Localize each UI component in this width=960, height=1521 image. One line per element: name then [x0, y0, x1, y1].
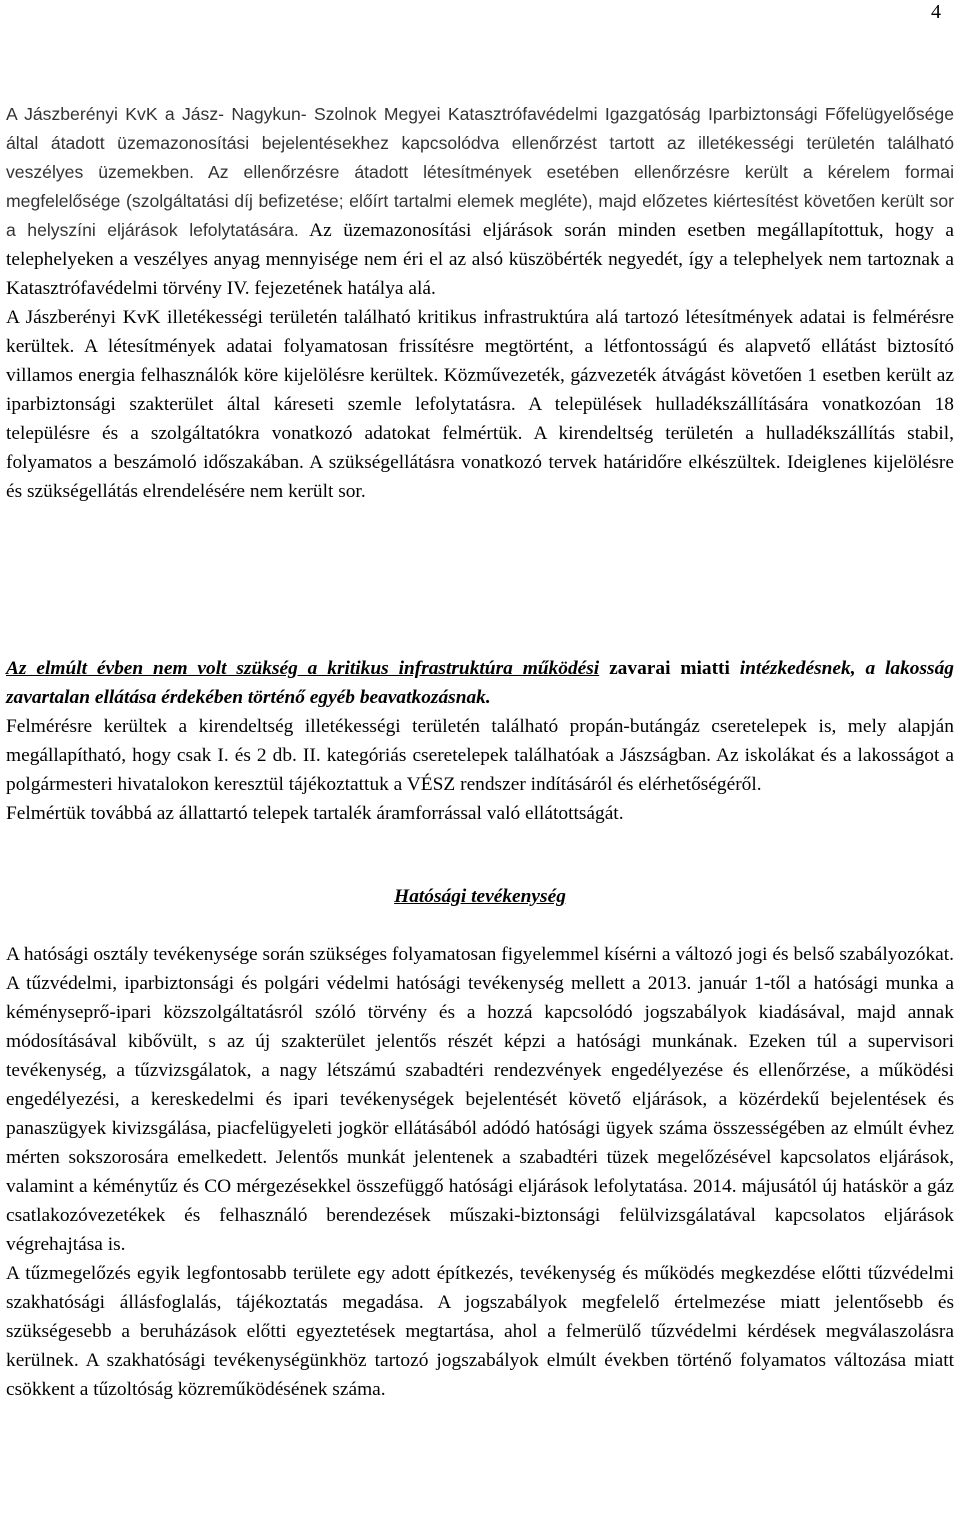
paragraph-livestock-farms: Felmértük továbbá az állattartó telepek tartalék áramforrással való ellátottságát.: [6, 803, 624, 824]
section-population-supply: [6, 654, 954, 828]
paragraph-critical-infrastructure: A Jászberényi KvK illetékességi területén található kritikus infrastruktúra alá tartozó létesítmények adatai is felmérésre kerültek. A létesítmények adatai folyamatosan frissítésre megtörtént, a létfontosságú és alapvető ellátást biztosító villamos energia felhasználók köre kijelölésre kerültek. Közművezeték, gázvezeték átvágást követően 1 esetben került az iparbiztonsági szakterület által káreseti szemle lefolytatásra. A települések hulladékszállítására vonatkozóan 18 településre és a szolgáltatókra vonatkozó adatokat felmértük. A kirendeltség területén a hulladékszállítás stabil, folyamatos a beszámoló időszakában. A szükségellátásra vonatkozó tervek határidőre elkészültek. Ideiglenes kijelölésre és szükségellátás elrendelésére nem került sor.: [6, 307, 954, 502]
heading-part-1: Az elmúlt évben nem volt szükség a kritikus infrastruktúra működési: [6, 658, 600, 679]
heading-part-3: intézkedésnek, a lakosság zavartalan ellátása érdekében történő egyéb beavatkozásnak.: [6, 658, 954, 708]
paragraph-plant-identification: [6, 100, 954, 303]
heading-part-2: zavarai miatti: [599, 658, 730, 679]
section-title: Hatósági tevékenység: [394, 886, 566, 907]
paragraph-intro-sans: A Jászberényi KvK a Jász- Nagykun- Szolnok Megyei Katasztrófavédelmi Igazgatóság Iparbiztonsági Főfelügyelősége által átadott üzemazonosítási bejelentésekhez kapcsolódva ellenőrzést tartott az illetékességi területén található veszélyes üzemekben. Az ellenőrzésre átadott létesítmények esetében ellenőrzésre került a kérelem formai megfelelősége (szolgáltatási díj befizetése; előírt tartalmi elemek megléte), majd előzetes kiértesítést követően került sor a helyszíni eljárások lefolytatására.: [6, 104, 954, 240]
paragraph-gas-exchange-sites: Felmérésre kerültek a kirendeltség illetékességi területén található propán-butángáz cseretelepek is, mely alapján megállapítható, hogy csak I. és 2 db. II. kategóriás cseretelepek találhatóak a Jászságban. Az iskolákat és a lakosságot a polgármesteri hivatalokon keresztül tájékoztattuk a VÉSZ rendszer indításáról és elérhetőségéről.: [6, 716, 954, 795]
paragraph-authority-work: A hatósági osztály tevékenysége során szükséges folyamatosan figyelemmel kísérni a változó jogi és belső szabályozókat. A tűzvédelmi, iparbiztonsági és polgári védelmi hatósági tevékenység mellett a 2013. január 1-től a hatósági munka a kéményseprő-ipari közszolgáltatásról szóló törvény és a hozzá kapcsolódó jogszabályok kiadásával, majd annak módosításával kibővült, s az új szakterület jelentős részét képzi a hatósági munkának. Ezeken túl a supervisori tevékenység, a tűzvizsgálatok, a nagy létszámú szabadtéri rendezvények engedélyezése és ellenőrzése, a működési engedélyezési, a kereskedelmi és ipari tevékenységek bejelentését követő eljárások, a közérdekű bejelentések és panaszügyek kivizsgálása, piacfelügyeleti jogkör ellátásából adódó hatósági ügyek száma összességében az elmúlt évhez mérten sokszorosára emelkedett. Jelentős munkát jelentenek a szabadtéri tüzek megelőzésével kapcsolatos eljárások, valamint a kéménytűz és CO mérgezésekkel összefüggő hatósági eljárások lefolytatása. 2014. májusától új hatáskör a gáz csatlakozóvezetékek és felhasználó berendezések műszaki-biztonsági felülvizsgálatával kapcsolatos eljárások végrehajtása is.: [6, 944, 954, 1255]
section-industrial-safety: [6, 100, 954, 506]
section-authority-activity: [6, 940, 954, 1404]
paragraph-continuation: Az üzemazonosítási eljárások során minden esetben megállapítottuk, hogy a telephelyeken a veszélyes anyag mennyisége nem éri el az alsó küszöbérték negyedét, így a telephelyek nem tartoznak a Katasztrófavédelmi törvény IV. fejezetének hatálya alá.: [6, 220, 954, 299]
paragraph-heading-critical: [6, 654, 954, 712]
page-number: 4: [931, 1, 941, 23]
paragraph-fire-prevention: A tűzmegelőzés egyik legfontosabb területe egy adott építkezés, tevékenység és működés megkezdése előtti tűzvédelmi szakhatósági állásfoglalás, tájékoztatás megadása. A jogszabályok megfelelő értelmezése miatt jelentősebb és szükségesebb a beruházások előtti egyeztetések megtartása, ahol a felmerülő tűzvédelmi kérdések megválaszolásra kerülnek. A szakhatósági tevékenységünkhöz tartozó jogszabályok elmúlt években történő folyamatos változása miatt csökkent a tűzoltóság közreműködésének száma.: [6, 1263, 954, 1400]
